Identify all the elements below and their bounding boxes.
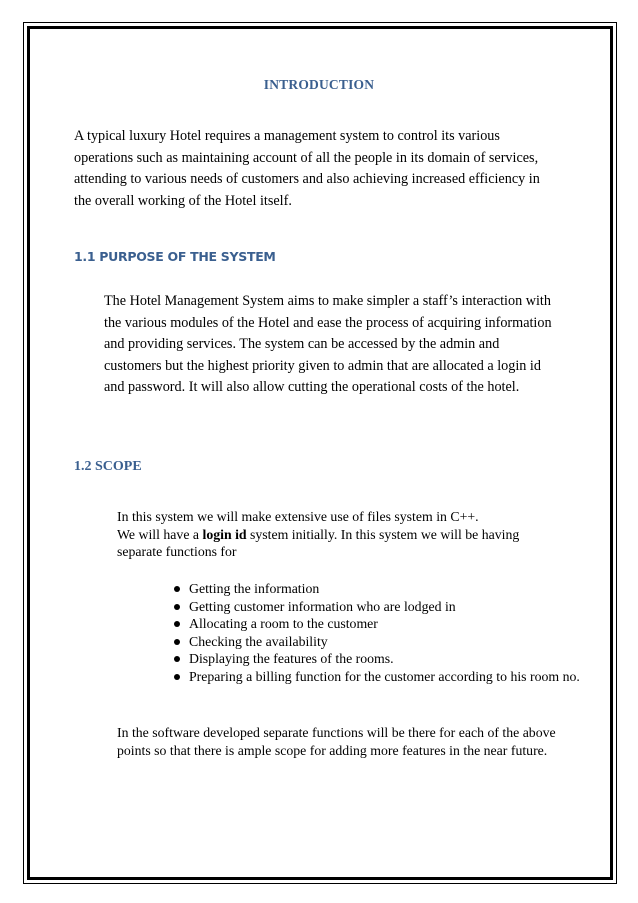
list-item	[160, 668, 580, 686]
scope-line-2-end: system initially. In this system we will be having separate functions for	[117, 526, 520, 559]
scope-closing-paragraph: In the software developed separate functions will be there for each of the above points so that there is ample scope for adding more features in the near future.	[117, 725, 556, 758]
list-item	[160, 650, 580, 668]
list-item	[160, 598, 580, 616]
list-item-text: Allocating a room to the customer	[189, 616, 378, 631]
page-title: INTRODUCTION	[263, 77, 375, 92]
scope-line-2	[117, 526, 567, 561]
list-item	[160, 633, 580, 651]
intro-paragraph: A typical luxury Hotel requires a management system to control its various operations such as maintaining account of all the people in its domain of services, attending to various needs of customers and also achieving increased efficiency in the overall working of the Hotel itself.	[74, 128, 540, 209]
list-item-text: Getting the information	[189, 581, 320, 596]
purpose-paragraph: The Hotel Management System aims to make simpler a staff’s interaction with the various modules of the Hotel and ease the process of acquiring information and providing services. The system can be accessed by the admin and customers but the highest priority given to admin that are allocated a login id and password. It will also allow cutting the operational costs of the hotel.	[104, 293, 552, 396]
bullet-icon	[174, 604, 180, 610]
scope-heading: 1.2 SCOPE	[74, 459, 142, 474]
bullet-icon	[174, 586, 180, 592]
login-id-term: login id	[202, 526, 247, 542]
list-item-text: Checking the availability	[189, 633, 328, 649]
scope-function-list	[160, 580, 580, 685]
list-item-text: Preparing a billing function for the customer according to his room no.	[189, 668, 580, 684]
list-item	[160, 580, 580, 598]
scope-line-2-start: We will have a	[117, 526, 203, 542]
bullet-icon	[174, 656, 180, 662]
list-item	[160, 615, 580, 633]
bullet-icon	[174, 674, 180, 680]
list-item-text: Getting customer information who are lodged in	[189, 598, 456, 614]
bullet-icon	[174, 621, 180, 627]
list-item-text: Displaying the features of the rooms.	[189, 651, 394, 666]
purpose-heading: 1.1 PURPOSE OF THE SYSTEM	[74, 249, 276, 264]
bullet-icon	[174, 639, 180, 645]
scope-intro	[117, 508, 567, 561]
scope-line-1: In this system we will make extensive use of files system in C++.	[117, 509, 479, 524]
